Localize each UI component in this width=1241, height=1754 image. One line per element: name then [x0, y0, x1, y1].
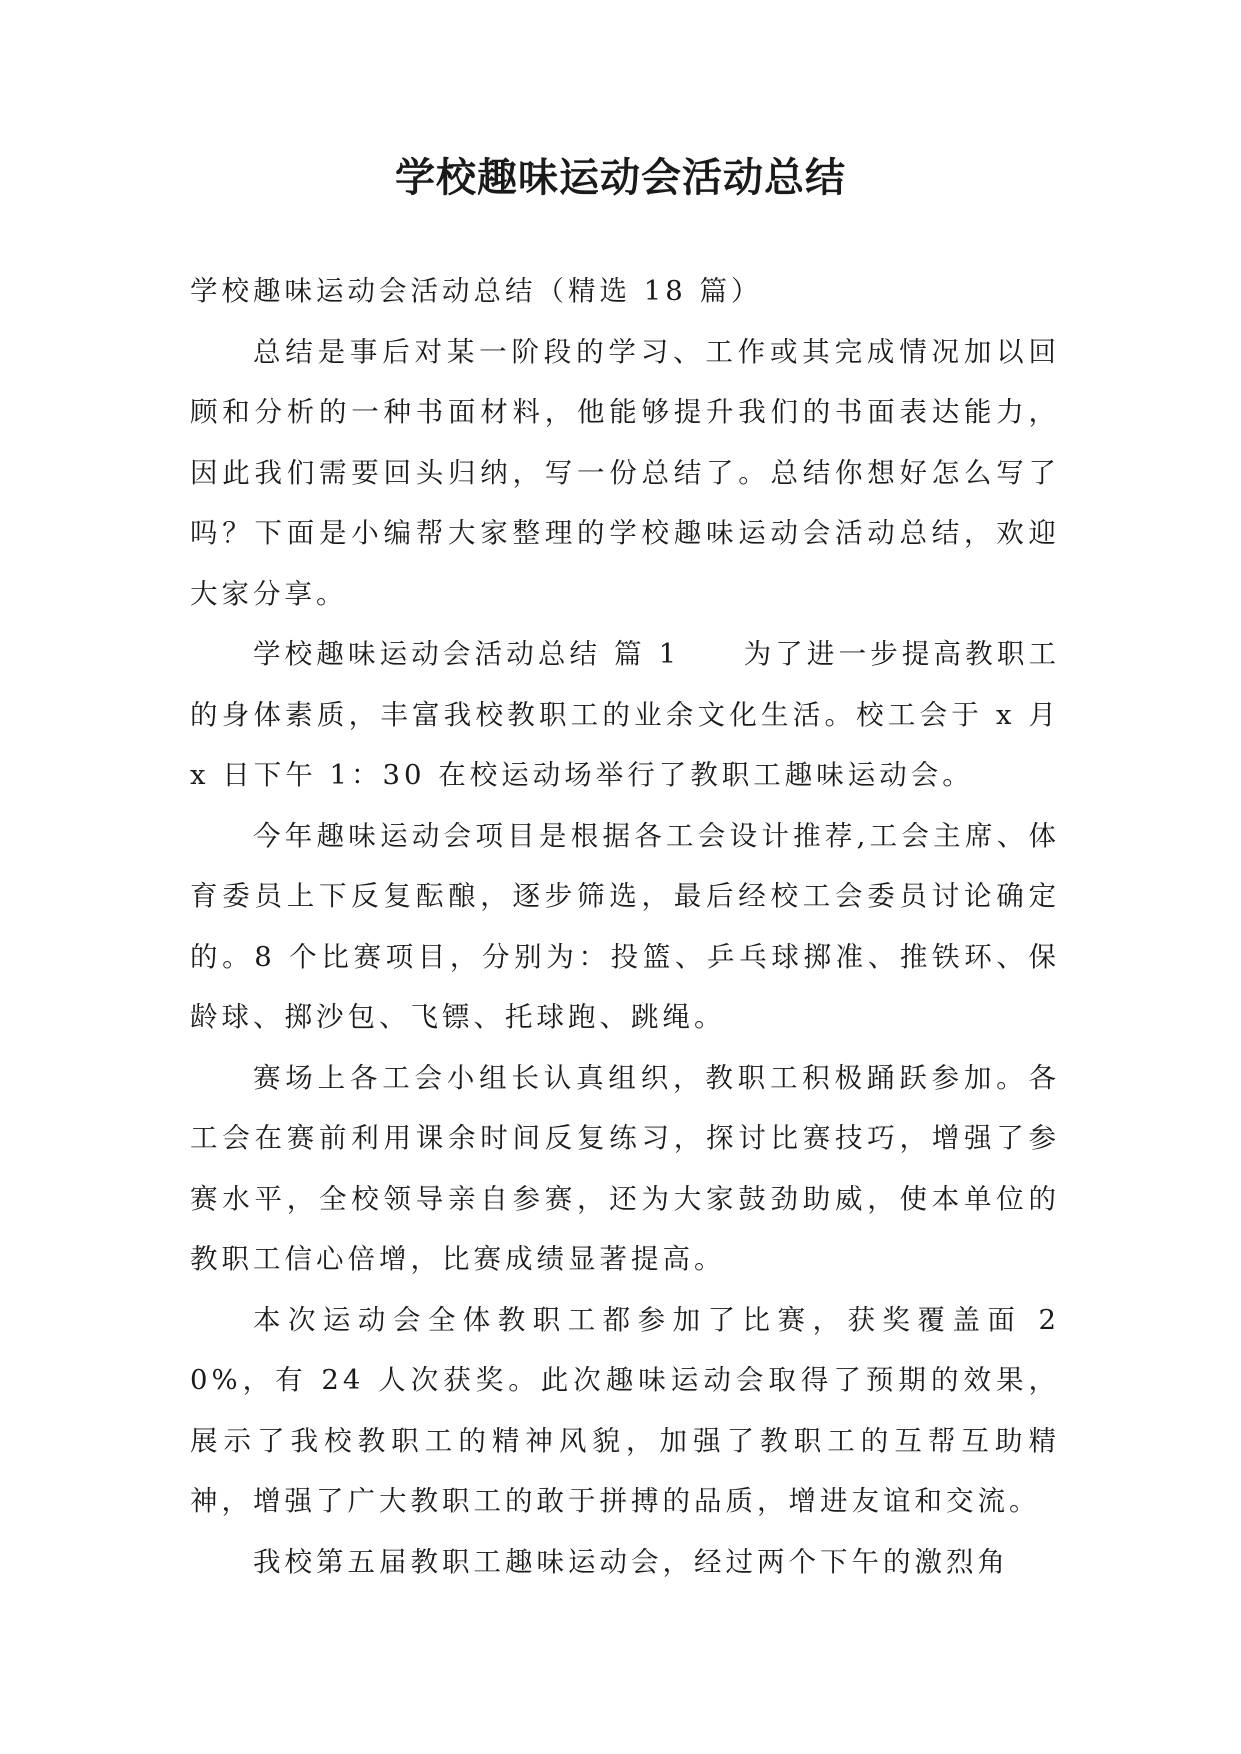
document-title: 学校趣味运动会活动总结	[395, 154, 846, 201]
paragraph-participation: 赛场上各工会小组长认真组织，教职工积极踊跃参加。各工会在赛前利用课余时间反复练习，探讨比赛技巧，增强了参赛水平，全校领导亲自参赛，还为大家鼓劲助威，使本单位的教职工信心倍增，比赛成绩显著提高。	[190, 1061, 1060, 1275]
document-subtitle: 学校趣味运动会活动总结（精选 18 篇）	[190, 275, 763, 307]
paragraph-part-1: 学校趣味运动会活动总结 篇 1 为了进一步提高教职工的身体素质，丰富我校教职工的业余文化生活。校工会于 x 月 x 日下午 1：30 在校运动场举行了教职工趣味运动会。	[190, 638, 1060, 791]
paragraph-events: 今年趣味运动会项目是根据各工会设计推荐,工会主席、体育委员上下反复酝酿，逐步筛选，最后经校工会委员讨论确定的。8 个比赛项目，分别为：投篮、乒乓球掷准、推铁环、保龄球、掷沙包、飞镖、托球跑、跳绳。	[190, 819, 1060, 1033]
paragraph-intro: 总结是事后对某一阶段的学习、工作或其完成情况加以回顾和分析的一种书面材料，他能够提升我们的书面表达能力，因此我们需要回头归纳，写一份总结了。总结你想好怎么写了吗？下面是小编帮大家整理的学校趣味运动会活动总结，欢迎大家分享。	[190, 335, 1060, 610]
document-body	[190, 261, 1060, 1592]
paragraph-results: 本次运动会全体教职工都参加了比赛，获奖覆盖面 20%，有 24 人次获奖。此次趣味运动会取得了预期的效果，展示了我校教职工的精神风貌，加强了教职工的互帮互助精神，增强了广大教职工的敢于拼搏的品质，增进友谊和交流。	[190, 1303, 1060, 1517]
paragraph-fifth-games: 我校第五届教职工趣味运动会，经过两个下午的激烈角	[253, 1545, 1009, 1578]
